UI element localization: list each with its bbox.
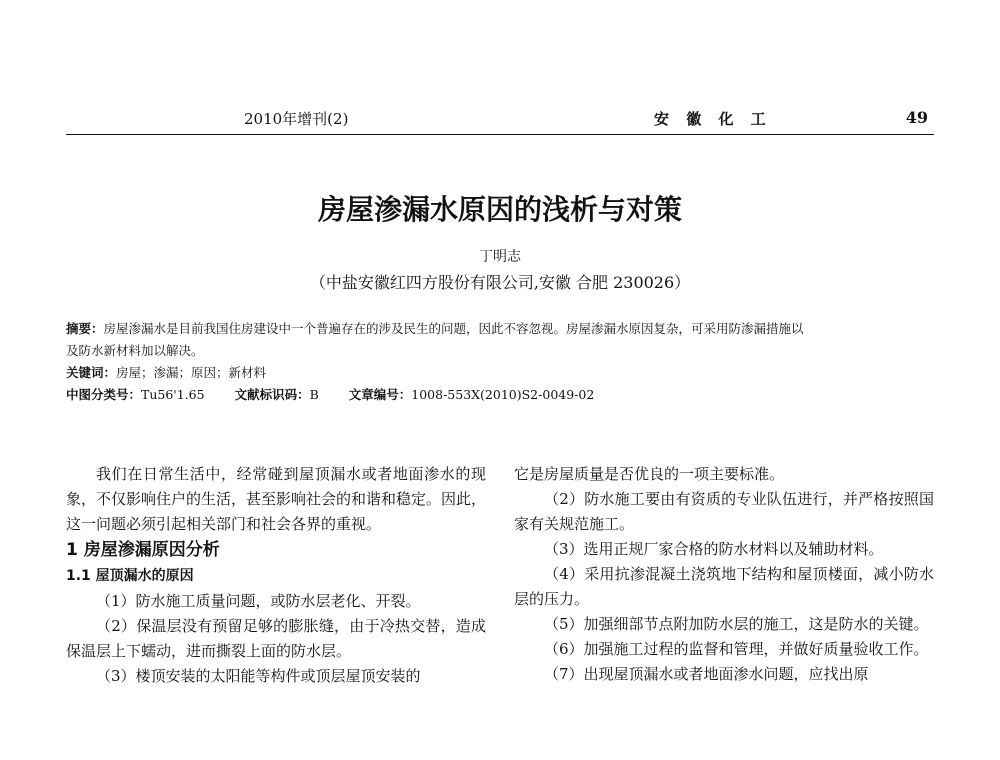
continued-paragraph: 它是房屋质量是否优良的一项主要标准。 [514, 465, 785, 483]
doc-code-value: B [309, 387, 319, 402]
running-header [66, 108, 934, 132]
abstract-label: 摘要： [66, 321, 104, 336]
keywords-line [66, 362, 936, 384]
header-rule [66, 134, 934, 135]
page-number: 49 [905, 108, 928, 127]
clc-label: 中图分类号： [66, 387, 142, 402]
measure-item-7: （7）出现屋顶漏水或者地面渗水问题，应找出原 [544, 665, 869, 683]
left-column [66, 462, 486, 689]
clc-item [66, 387, 205, 402]
abstract-block [66, 318, 936, 406]
right-column [514, 462, 934, 687]
article-no-label: 文章编号： [348, 387, 412, 402]
abstract-text-1: 房屋渗漏水是目前我国住房建设中一个普遍存在的涉及民生的问题，因此不容忽视。房屋渗漏水原因复杂，可采用防渗漏措施以 [103, 321, 804, 336]
author-name: 丁明志 [479, 249, 521, 265]
measure-item-4: （4）采用抗渗混凝土浇筑地下结构和屋顶楼面，减小防水层的压力。 [514, 565, 934, 608]
article-no-value: 1008-553X(2010)S2-0049-02 [411, 387, 595, 402]
measure-item-3: （3）选用正规厂家合格的防水材料以及辅助材料。 [544, 540, 884, 558]
article-no-item [349, 387, 595, 402]
section-heading-1: 1 房屋渗漏原因分析 [66, 540, 220, 560]
measure-item-2: （2）防水施工要由有资质的专业队伍进行，并严格按照国家有关规范施工。 [514, 490, 934, 533]
list-item-1: （1）防水施工质量问题，或防水层老化、开裂。 [96, 592, 421, 610]
keywords-text: 房屋；渗漏；原因；新材料 [116, 365, 267, 380]
author-affiliation: （中盐安徽红四方股份有限公司,安徽 合肥 230026） [309, 273, 691, 292]
abstract-text-2: 及防水新材料加以解决。 [66, 343, 204, 358]
section-heading-1-1: 1.1 屋顶漏水的原因 [66, 568, 194, 584]
doc-code-item [235, 387, 319, 402]
list-item-3: （3）楼顶安装的太阳能等构件或顶层屋顶安装的 [96, 667, 421, 685]
classification-line [66, 384, 936, 406]
article-title: 房屋渗漏水原因的浅析与对策 [317, 193, 682, 226]
abstract-line-1 [66, 318, 936, 340]
keywords-label: 关键词： [66, 365, 117, 380]
doc-code-label: 文献标识码： [234, 387, 310, 402]
measure-item-6: （6）加强施工过程的监督和管理，并做好质量验收工作。 [544, 640, 929, 658]
measure-item-5: （5）加强细部节点附加防水层的施工，这是防水的关键。 [544, 615, 929, 633]
intro-paragraph: 我们在日常生活中，经常碰到屋顶漏水或者地面渗水的现象，不仅影响住户的生活，甚至影响社会的和谐和稳定。因此，这一问题必须引起相关部门和社会各界的重视。 [66, 465, 487, 533]
journal-name: 安 徽 化 工 [654, 110, 772, 128]
clc-value: Tu56'1.65 [141, 387, 205, 402]
issue-label: 2010年增刊(2) [244, 110, 349, 128]
list-item-2: （2）保温层没有预留足够的膨胀缝，由于冷热交替，造成保温层上下蠕动，进而撕裂上面的防水层。 [66, 617, 486, 660]
